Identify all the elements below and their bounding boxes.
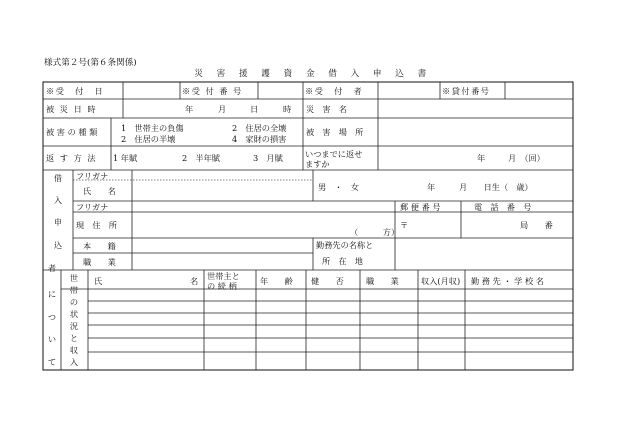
household-side-3: の	[69, 297, 79, 307]
household-income-col: 収入(月収)	[421, 276, 461, 286]
damage-option-2: 2 住居の全壊	[232, 123, 287, 133]
household-age-col: 年 齢	[260, 276, 293, 286]
applicant-side-5: 者	[47, 263, 57, 273]
furigana-label: フリガナ	[76, 171, 109, 181]
disaster-day-unit: 日	[250, 104, 259, 114]
repayment-deadline-label-2: ますか	[305, 159, 330, 169]
repayment-deadline-month: 月 （回）	[508, 153, 545, 163]
applicant-side-7: つ	[47, 312, 57, 322]
disaster-month-unit: 月	[218, 104, 227, 114]
repayment-deadline-year: 年	[477, 153, 486, 163]
household-health-col: 健 否	[311, 276, 344, 286]
receiver-label: ※受 付 者	[305, 86, 364, 96]
household-side-1: 世	[69, 273, 79, 283]
received-date-label: ※受 付 日	[46, 86, 105, 96]
household-side-2: 帯	[69, 285, 79, 295]
applicant-side-3: 申	[53, 217, 63, 227]
furigana-label-2: フリガナ	[76, 202, 109, 212]
disaster-name-label: 災 害 名	[306, 104, 347, 114]
household-relation-col-2: の 続 柄	[207, 281, 237, 291]
damage-option-4: 4 家財の損害	[232, 134, 287, 144]
postal-code-label: 郵 便 番 号	[400, 202, 441, 212]
disaster-year-unit: 年	[185, 104, 194, 114]
name-label: 氏 名	[83, 186, 116, 196]
address-suffix: （ 方）	[350, 227, 400, 237]
damage-type-label: 被 害 の 種 類	[46, 127, 98, 137]
damage-option-3: 2 住居の半壊	[121, 134, 176, 144]
repayment-method-label: 返 す 方 法	[46, 153, 98, 163]
household-name-col-right: 名	[190, 276, 199, 286]
birth-year-unit: 年	[427, 182, 436, 192]
repayment-deadline-label-1: いつまでに返せ	[305, 149, 363, 159]
household-side-4: 状	[69, 309, 79, 319]
domicile-label: 本 籍	[83, 241, 116, 251]
repayment-method-monthly: 3 月賦	[253, 153, 283, 163]
birth-month-day: 月 日生（ 歳）	[459, 182, 533, 192]
workplace-label-2: 所 在 地	[322, 256, 363, 266]
form-title: 災 害 援 護 資 金 借 入 申 込 書	[194, 69, 432, 79]
gender-label: 男 ・ 女	[318, 182, 359, 192]
disaster-hour-unit: 時	[283, 104, 292, 114]
household-relation-col-1: 世帯主と	[207, 271, 240, 281]
repayment-method-semiannual: 2 半年賦	[182, 153, 220, 163]
workplace-label-1: 勤務先の名称と	[316, 240, 374, 250]
applicant-side-4: 込	[53, 240, 63, 250]
household-side-8: 入	[69, 357, 79, 367]
applicant-side-9: て	[47, 357, 57, 367]
form-number: 様式第２号(第６条関係)	[44, 58, 137, 68]
household-side-6: と	[69, 333, 79, 343]
household-side-7: 収	[69, 345, 79, 355]
household-side-5: 況	[69, 321, 79, 331]
received-number-label: ※受 付 番 号	[182, 86, 243, 96]
phone-bureau: 局 番	[520, 220, 553, 230]
repayment-method-annual: 1 年賦	[113, 153, 138, 163]
household-work-school-col: 勤 務 先 ・ 学 校 名	[471, 276, 544, 286]
loan-number-label: ※貸付番号	[442, 86, 491, 96]
phone-number-label: 電 話 番 号	[474, 202, 532, 212]
disaster-date-label: 被 災 日 時	[46, 104, 98, 114]
occupation-label: 職 業	[83, 257, 116, 267]
applicant-side-8: い	[47, 334, 57, 344]
postal-mark: 〒	[400, 220, 409, 230]
applicant-side-2: 入	[53, 195, 63, 205]
household-occupation-col: 職 業	[366, 276, 399, 286]
applicant-side-1: 借	[53, 173, 63, 183]
address-label: 現 住 所	[76, 220, 117, 230]
applicant-side-6: に	[47, 289, 57, 299]
household-name-col-left: 氏	[94, 276, 103, 286]
damage-option-1: 1 世帯主の負傷	[121, 123, 184, 133]
damage-location-label: 被 害 場 所	[306, 127, 364, 137]
